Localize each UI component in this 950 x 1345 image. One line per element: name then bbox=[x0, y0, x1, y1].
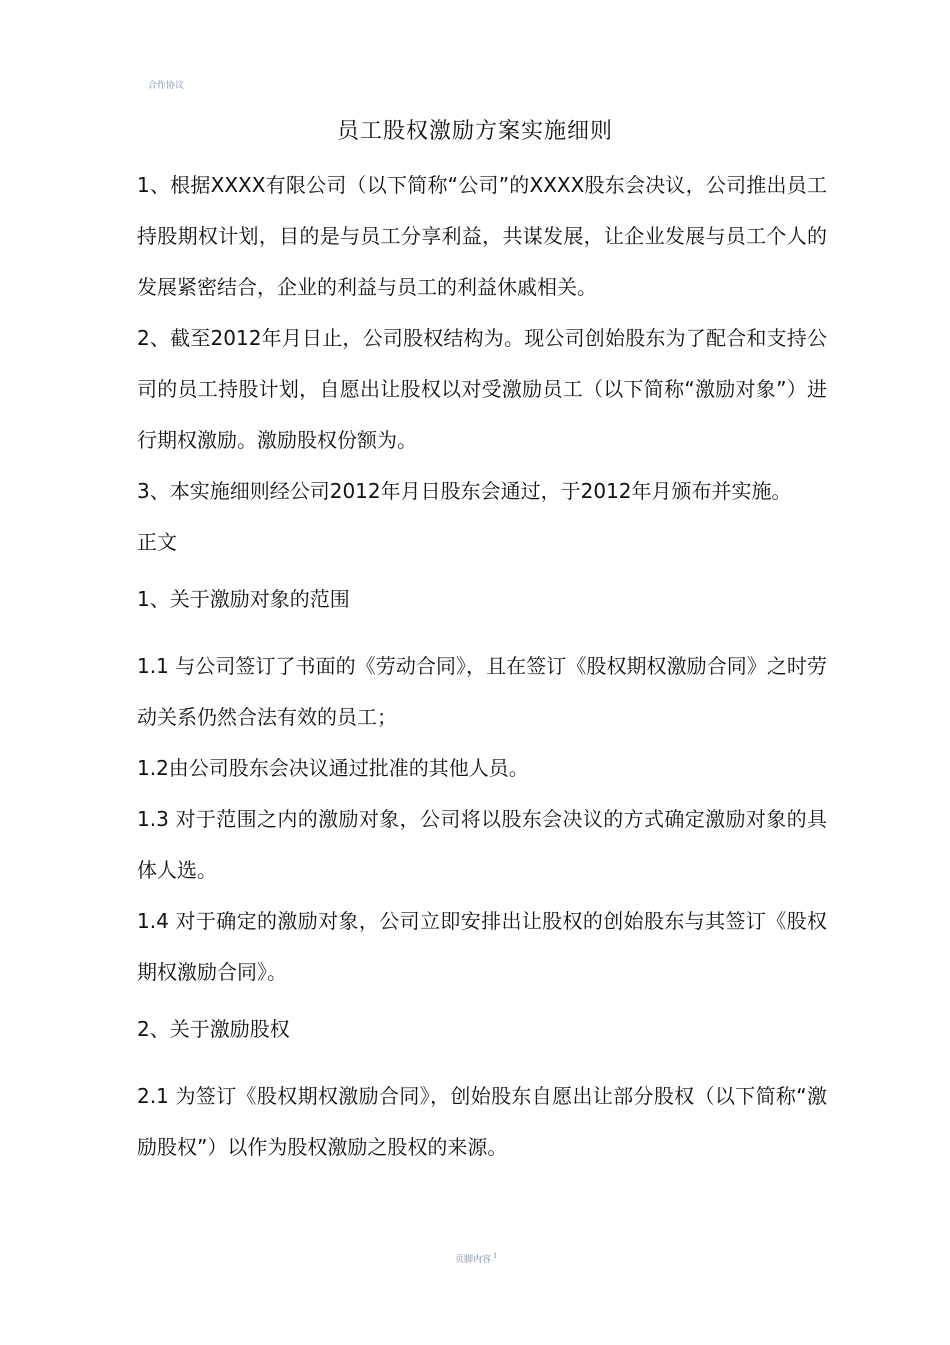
section-heading-2: 2、关于激励股权 bbox=[137, 1017, 290, 1041]
clause-1-2: 1.2由公司股东会决议通过批准的其他人员。 bbox=[137, 756, 529, 780]
document-title: 员工股权激励方案实施细则 bbox=[336, 119, 613, 144]
page-number: 1 bbox=[493, 1252, 498, 1260]
paragraph-1: 1、根据XXXX有限公司（以下简称“公司”的XXXX股东会决议，公司推出员工持股期权计划，目的是与员工分享利益，共谋发展，让企业发展与员工个人的发展紧密结合，企业的利益与员工的利益休戚相关。 bbox=[137, 173, 827, 299]
clause-1-4: 1.4 对于确定的激励对象，公司立即安排出让股权的创始股东与其签订《股权期权激励合同》。 bbox=[137, 909, 827, 984]
document-body bbox=[137, 160, 827, 1173]
paragraph-3: 3、本实施细则经公司2012年月日股东会通过，于2012年月颁布并实施。 bbox=[137, 479, 792, 503]
footer-note-text: 页脚内容 bbox=[455, 1255, 492, 1265]
clause-2-1: 2.1 为签订《股权期权激励合同》，创始股东自愿出让部分股权（以下简称“激励股权”）以作为股权激励之股权的来源。 bbox=[137, 1084, 827, 1159]
section-heading-1: 1、关于激励对象的范围 bbox=[137, 587, 350, 611]
section-label-main-text: 正文 bbox=[137, 530, 177, 554]
clause-1-3: 1.3 对于范围之内的激励对象，公司将以股东会决议的方式确定激励对象的具体人选。 bbox=[137, 807, 827, 882]
header-note: 合作协议 bbox=[148, 81, 185, 91]
paragraph-2: 2、截至2012年月日止，公司股权结构为。现公司创始股东为了配合和支持公司的员工持股计划，自愿出让股权以对受激励员工（以下简称“激励对象”）进行期权激励。激励股权份额为。 bbox=[137, 326, 827, 452]
footer-note bbox=[455, 1250, 499, 1266]
clause-1-1: 1.1 与公司签订了书面的《劳动合同》，且在签订《股权期权激励合同》之时劳动关系仍然合法有效的员工； bbox=[137, 654, 827, 729]
